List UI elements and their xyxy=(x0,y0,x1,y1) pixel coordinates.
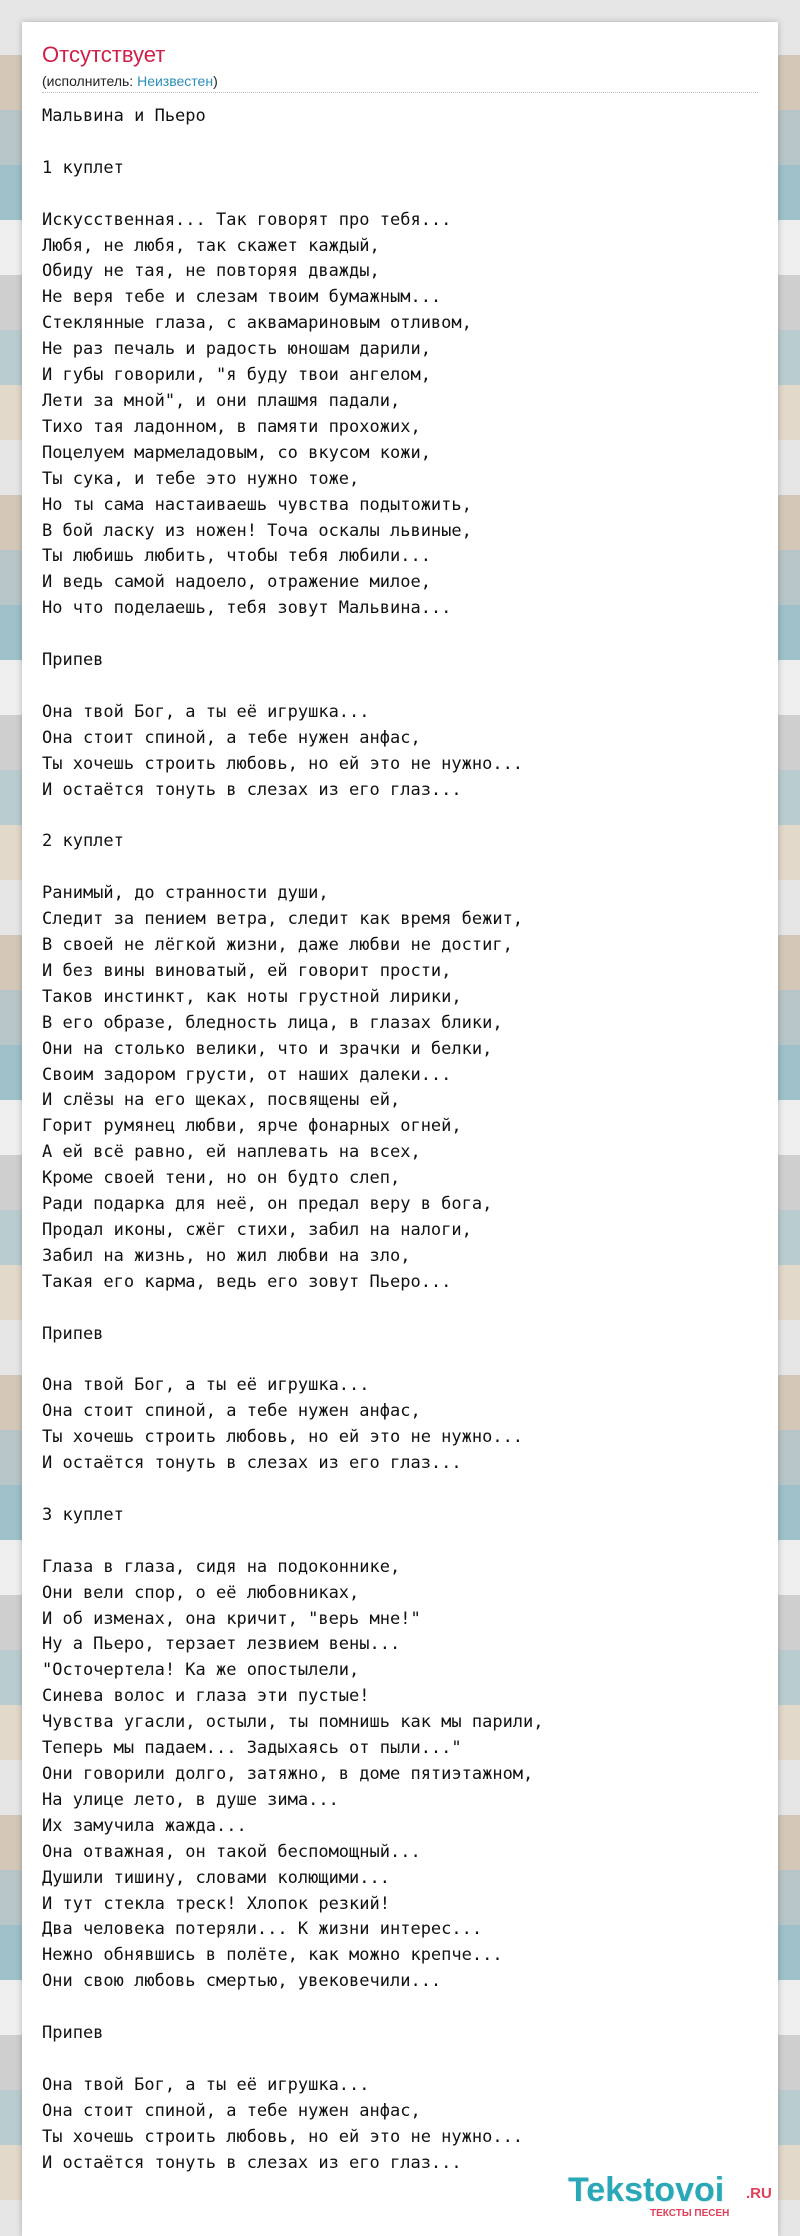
performer-prefix: (исполнитель: xyxy=(42,73,138,89)
performer-line xyxy=(42,72,218,90)
logo-name: Tekstovoi xyxy=(568,2171,725,2209)
header-divider xyxy=(42,92,758,93)
performer-link[interactable]: Неизвестен xyxy=(137,73,214,89)
lyrics-card xyxy=(22,22,778,2236)
logo-tagline: ТЕКСТЫ ПЕСЕН xyxy=(650,2208,730,2219)
performer-suffix: ) xyxy=(213,73,218,89)
site-logo[interactable] xyxy=(568,2170,778,2230)
song-title: Отсутствует xyxy=(42,42,166,67)
lyrics-text: Мальвина и Пьеро 1 куплет Искусственная... Так говорят про тебя... Любя, не любя, так скажет каждый, Обиду не тая, не повторяя дважды, Не веря тебе и слезам твоим бумажным... Стеклянные глаза, с аквамариновым отливом, Не раз печаль и радость юношам дарили, И губы говорили, "я буду твои ангелом, Лети за мной", и они плашмя падали, Тихо тая ладонном, в памяти прохожих, Поцелуем мармеладовым, со вкусом кожи, Ты сука, и тебе это нужно тоже, Но ты сама настаиваешь чувства подытожить, В бой ласку из ножен! Точа оскалы львиные, Ты любишь любить, чтобы тебя любили... И ведь самой надоело, отражение милое, Но что поделаешь, тебя зовут Мальвина... Припев Она твой Бог, а ты её игрушка... Она стоит спиной, а тебе нужен анфас, Ты хочешь строить любовь, но ей это не нужно... И остаётся тонуть в слезах из его глаз... 2 куплет Ранимый, до странности души, Следит за пением ветра, следит как время бежит, В своей не лёгкой жизни, даже любви не достиг, И без вины виноватый, ей говорит прости, Таков инстинкт, как ноты грустной лирики, В его образе, бледность лица, в глазах блики, Они на столько велики, что и зрачки и белки, Своим задором грусти, от наших далеки... И слёзы на его щеках, посвящены ей, Горит румянец любви, ярче фонарных огней, А ей всё равно, ей наплевать на всех, Кроме своей тени, но он будто слеп, Ради подарка для неё, он предал веру в бога, Продал иконы, сжёг стихи, забил на налоги, Забил на жизнь, но жил любви на зло, Такая его карма, ведь его зовут Пьеро... Припев Она твой Бог, а ты её игрушка... Она стоит спиной, а тебе нужен анфас, Ты хочешь строить любовь, но ей это не нужно... И остаётся тонуть в слезах из его глаз... 3 куплет Глаза в глаза, сидя на подоконнике, Они вели спор, о её любовниках, И об изменах, она кричит, "верь мне!" Ну а Пьеро, терзает лезвием вены... "Осточертела! Ка же опостылели, Синева волос и глаза эти пустые! Чувства угасли, остыли, ты помнишь как мы парили, Теперь мы падаем... Задыхаясь от пыли..." Они говорили долго, затяжно, в доме пятиэтажном, На улице лето, в душе зима... Их замучила жажда... Она отважная, он такой беспомощный... Душили тишину, словами колющими... И тут стекла треск! Хлопок резкий! Два человека потеряли... К жизни интерес... Нежно обнявшись в полёте, как можно крепче... Они свою любовь смертью, увековечили... Припев Она твой Бог, а ты её игрушка... Она стоит спиной, а тебе нужен анфас, Ты хочешь строить любовь, но ей это не нужно... И остаётся тонуть в слезах из его глаз... xyxy=(42,106,544,2173)
logo-domain: .RU xyxy=(746,2185,772,2202)
